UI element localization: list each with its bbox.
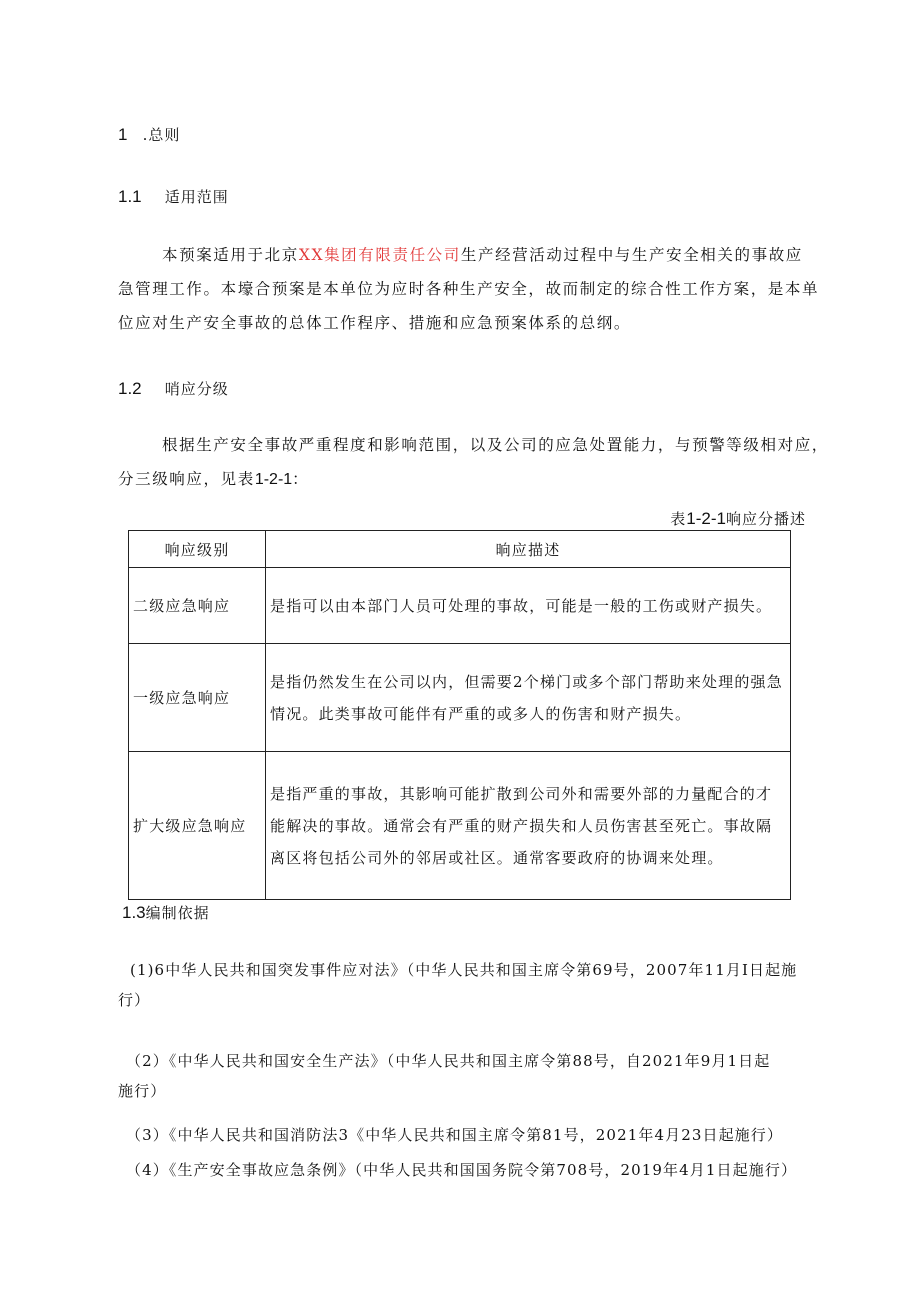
text: ： xyxy=(292,470,310,488)
description-cell: 是指仍然发生在公司以内，但需要2个梯门或多个部门帮助来处理的强急情况。此类事故可能伴有严重的或多人的伤害和财产损失。 xyxy=(266,644,791,752)
section-title: 适用范围 xyxy=(164,188,229,206)
reference-line: (1)6中华人民共和国突发事件应对法》（中华人民共和国主席令第69号，2007年11月I日起施 xyxy=(130,961,798,979)
section-number: 1.1 xyxy=(118,187,142,206)
paragraph-line: 急管理工作。本壕合预案是本单位为应时各种生产安全，故而制定的综合性工作方案，是本单 xyxy=(118,280,820,298)
table-header-row xyxy=(129,531,791,568)
table-row xyxy=(129,752,791,900)
reference-line: 行） xyxy=(118,991,151,1009)
header-level: 响应级别 xyxy=(129,531,266,568)
reference-line: 施行） xyxy=(118,1082,167,1100)
level-cell: 二级应急响应 xyxy=(129,568,266,644)
response-level-table xyxy=(128,530,791,900)
company-name-highlight: XX集团有限责任公司 xyxy=(298,246,461,264)
description-cell: 是指严重的事故，其影响可能扩散到公司外和需要外部的力量配合的才能解决的事故。通常会有严重的财产损失和人员伤害甚至死亡。事故隔离区将包括公司外的邻居或社区。通常客要政府的协调来处理。 xyxy=(266,752,791,900)
section-number: 1 xyxy=(118,125,128,144)
section-title: .总则 xyxy=(142,126,181,144)
table-row xyxy=(129,568,791,644)
caption-prefix: 表 xyxy=(670,510,687,528)
caption-number: 1-2-1 xyxy=(686,509,726,528)
level-cell: 扩大级应急响应 xyxy=(129,752,266,900)
scope-paragraph xyxy=(118,238,820,340)
section-number: 1.3 xyxy=(122,903,146,922)
section-heading-1-1 xyxy=(118,186,229,207)
section-title: 哨应分级 xyxy=(164,380,229,398)
section-heading-1-2 xyxy=(118,378,229,399)
description-cell: 是指可以由本部门人员可处理的事故，可能是一般的工伤或财产损失。 xyxy=(266,568,791,644)
reference-item-1 xyxy=(118,955,818,1015)
text: 分三级响应，见表 xyxy=(118,470,255,488)
paragraph-line: 根据生产安全事故严重程度和影响范围，以及公司的应急处置能力，与预警等级相对应， xyxy=(162,436,829,454)
paragraph-line: 位应对生产安全事故的总体工作程序、措施和应急预案体系的总纲。 xyxy=(118,314,632,332)
level-cell: 一级应急响应 xyxy=(129,644,266,752)
text: 本预案适用于北京 xyxy=(162,246,299,264)
section-number: 1.2 xyxy=(118,379,142,398)
reference-item-3: （3）《中华人民共和国消防法3《中华人民共和国主席令第81号，2021年4月23日起施行） xyxy=(126,1126,783,1144)
section-heading-1 xyxy=(118,124,180,145)
section-heading-1-3 xyxy=(122,902,210,923)
reference-item-4: （4）《生产安全事故应急条例》（中华人民共和国国务院令第708号，2019年4月1日起施行） xyxy=(126,1161,798,1179)
reference-item-2 xyxy=(118,1046,818,1106)
header-description: 晌应描述 xyxy=(266,531,791,568)
table-ref: 1-2-1 xyxy=(254,471,293,488)
reference-line: （2）《中华人民共和国安全生产法》（中华人民共和国主席令第88号，自2021年9月1日起 xyxy=(126,1052,771,1070)
table-row xyxy=(129,644,791,752)
caption-suffix: 响应分播述 xyxy=(725,510,806,528)
table-caption xyxy=(670,508,806,529)
section-title: 编制依据 xyxy=(145,904,210,922)
response-paragraph xyxy=(118,428,829,497)
text: 生产经营活动过程中与生产安全相关的事故应 xyxy=(460,246,803,264)
